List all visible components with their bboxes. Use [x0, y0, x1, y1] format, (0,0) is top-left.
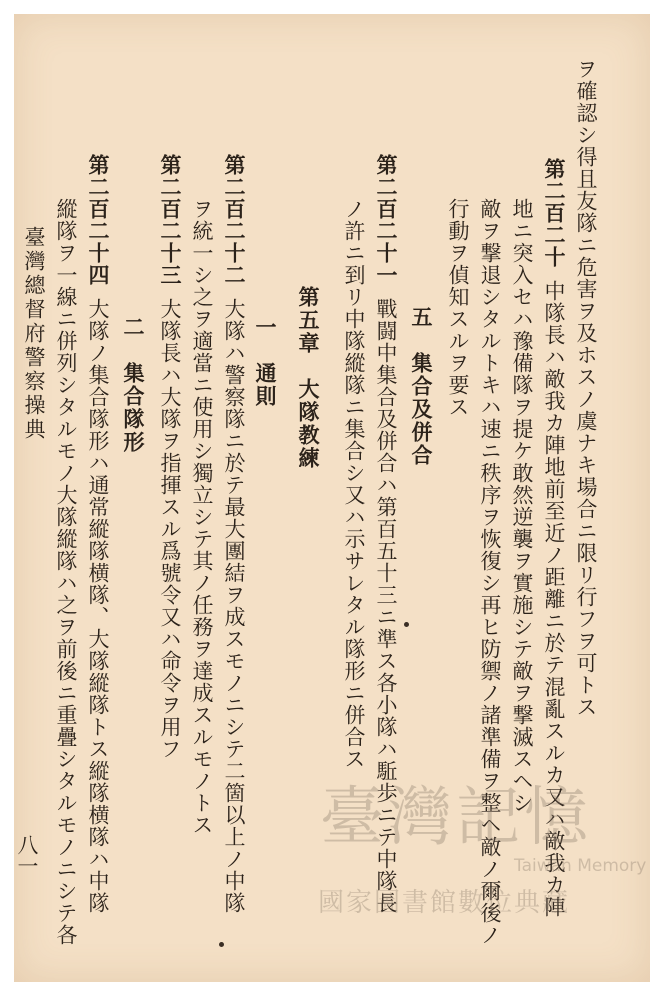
article-text: ヲ確認シ得且友隊ニ危害ヲ及ホスノ虞ナキ場合ニ限リ行フヲ可トス [574, 58, 598, 718]
article-text: ノ許ニ到リ中隊縱隊ニ集合シ又ハ示サレタル隊形ニ併合ス [342, 198, 366, 770]
article-number: 第二百二十一 [374, 154, 399, 286]
article-text: 大隊ハ警察隊ニ於テ最大團結ヲ成スモノニシテ二箇以上ノ中隊 [222, 298, 246, 914]
section-heading: 二 集合隊形 [121, 316, 146, 454]
article-number: 第二百二十四 [86, 154, 111, 286]
ink-speck [404, 622, 409, 627]
article-text: 戰闘中集合及併合ハ第百五十三ニ準ス各小隊ハ駈歩ニテ中隊長 [374, 298, 398, 914]
page-number: 八一 [15, 834, 39, 876]
article-text: 行動ヲ偵知スルヲ要ス [446, 198, 470, 418]
article-text: 大隊ノ集合隊形ハ通常縱隊横隊、大隊縱隊トス縱隊横隊ハ中隊 [86, 298, 110, 914]
ink-speck [219, 942, 224, 947]
text-column-16 [55, 198, 76, 946]
chapter-heading: 第五章 大隊教練 [296, 286, 321, 470]
text-column-12 [191, 198, 212, 836]
section-heading: 一 通則 [253, 316, 278, 408]
book-page [14, 14, 650, 982]
article-text: ヲ統一シ之ヲ適當ニ使用シ獨立シテ其ノ任務ヲ達成スルモノトス [190, 198, 214, 836]
article-text: 大隊長ハ大隊ヲ指揮スル爲號令又ハ命令ヲ用フ [158, 298, 182, 760]
article-text: 縱隊ヲ一線ニ併列シタルモノ大隊縱隊ハ之ヲ前後ニ重疊シタルモノニシテ各 [54, 198, 78, 946]
article-text: 中隊長ハ敵我カ陣地前至近ノ距離ニ於テ混亂スルカ又ハ敵我カ陣 [542, 280, 566, 918]
text-column-3 [511, 198, 532, 814]
text-column-13 [159, 154, 181, 760]
article-number: 第二百二十三 [158, 154, 183, 286]
watermark-logo-text: 臺灣記憶 [320, 781, 592, 855]
article-text: 敵ヲ撃退シタルトキハ速ニ秩序ヲ恢復シ再ヒ防禦ノ諸準備ヲ整ヘ敵ノ爾後ノ [478, 198, 502, 946]
text-column-8 [343, 198, 364, 770]
text-column-1 [575, 58, 597, 718]
article-number: 第二百二十二 [222, 154, 247, 286]
article-text: 地ニ突入セハ豫備隊ヲ提ケ敢然逆襲ヲ實施シテ敵ヲ撃滅スヘシ [510, 198, 534, 814]
text-column-15 [87, 154, 109, 914]
watermark-english: Taiwan Memory [514, 856, 647, 876]
article-number: 第二百二十 [542, 158, 567, 268]
watermark [310, 766, 650, 936]
section-heading: 五 集合及併合 [409, 306, 434, 467]
running-footer-title: 臺灣總督府警察操典 [22, 226, 46, 442]
text-column-5 [447, 198, 468, 418]
watermark-library: 國家圖書館數位典藏 [318, 888, 571, 918]
text-column-11 [223, 154, 245, 914]
